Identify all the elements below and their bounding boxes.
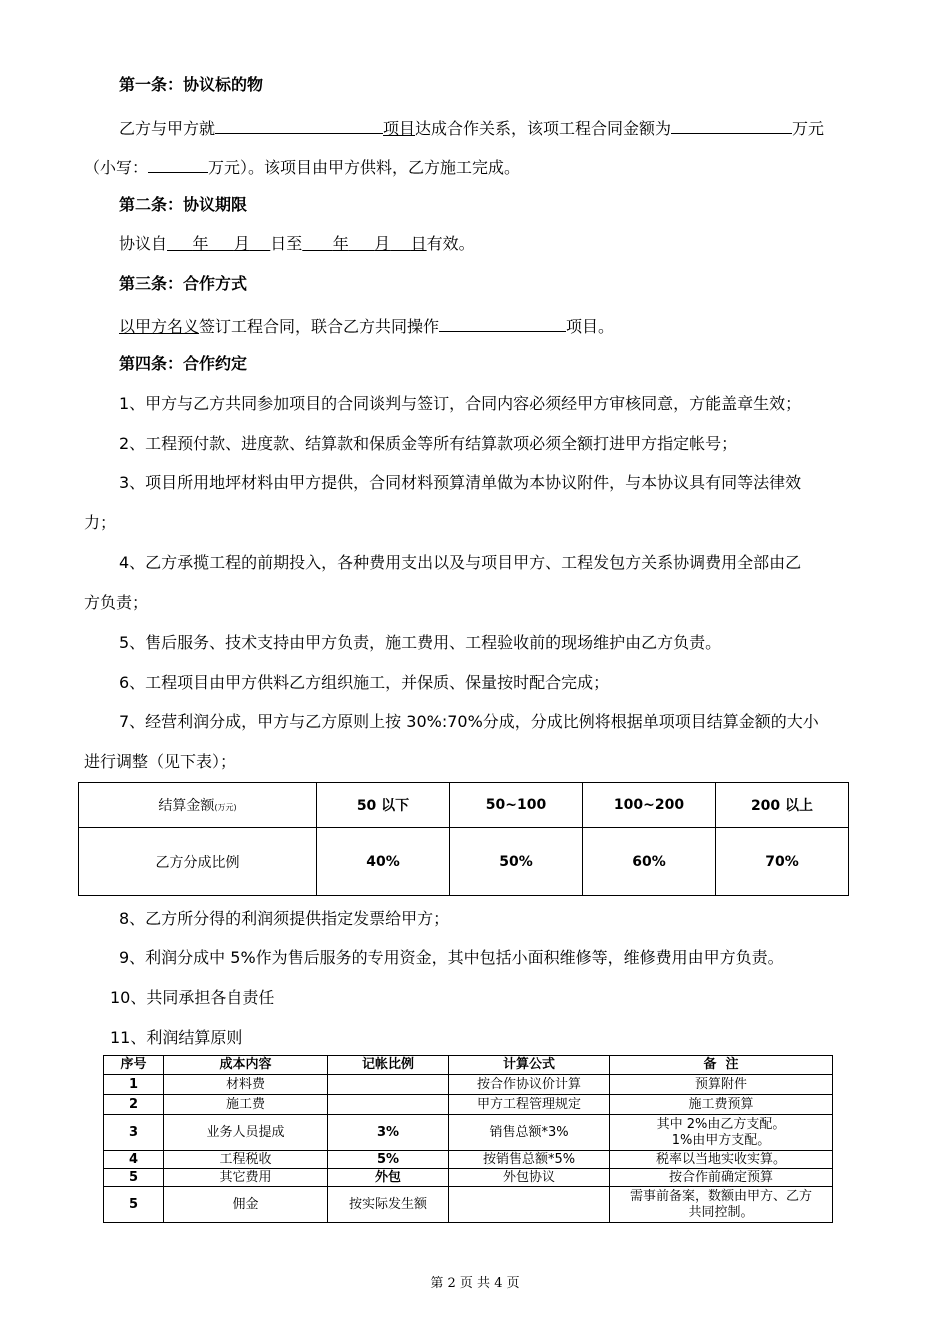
table-cell	[449, 1187, 610, 1223]
table-cell: 按销售总额*5%	[449, 1151, 610, 1169]
article4-item7-line2: 进行调整（见下表）；	[84, 752, 237, 771]
label-text: 结算金额	[158, 798, 215, 814]
table-cell	[610, 1187, 833, 1223]
article2-title: 第二条：协议期限	[119, 195, 248, 214]
note-line: 共同控制。	[688, 1204, 754, 1220]
table-row	[79, 783, 849, 828]
table-cell: 税率以当地实收实算。	[610, 1151, 833, 1169]
table-cell: 4	[104, 1151, 164, 1169]
article1-text-e: （小写：	[84, 158, 149, 177]
article3-text-b: 签订工程合同，联合乙方共同操作	[199, 317, 440, 336]
table-row	[104, 1169, 833, 1187]
header-cell: 成本内容	[164, 1056, 328, 1075]
article4-item3-line2: 力；	[84, 513, 117, 532]
article1-text-c: 达成合作关系，该项工程合同金额为	[415, 119, 672, 138]
table-cell: 100~200	[583, 783, 716, 828]
settlement-amount-label	[79, 783, 317, 828]
table-cell	[610, 1115, 833, 1151]
article4-item5: 5、售后服务、技术支持由甲方负责，施工费用、工程验收前的现场维护由乙方负责。	[119, 633, 722, 652]
start-day-to: 日至	[270, 234, 303, 253]
table-cell: 业务人员提成	[164, 1115, 328, 1151]
article4-title: 第四条：合作约定	[119, 354, 248, 373]
table-cell: 5%	[328, 1151, 449, 1169]
article4-item6: 6、工程项目由甲方供料乙方组织施工，并保质、保量按时配合完成；	[119, 673, 610, 692]
table-cell: 其它费用	[164, 1169, 328, 1187]
table-cell: 40%	[317, 828, 450, 896]
table-row	[104, 1095, 833, 1115]
header-cell: 备 注	[610, 1056, 833, 1075]
table-cell: 70%	[716, 828, 849, 896]
table-row	[79, 828, 849, 896]
table-cell: 工程税收	[164, 1151, 328, 1169]
article1-text-d: 万元	[792, 119, 825, 138]
table-cell	[328, 1095, 449, 1115]
article4-item1: 1、甲方与乙方共同参加项目的合同谈判与签订，合同内容必须经甲方审核同意，方能盖章生效；	[119, 394, 802, 413]
end-month: 月	[374, 234, 391, 253]
table-cell	[328, 1075, 449, 1095]
table-cell: 按合作前确定预算	[610, 1169, 833, 1187]
article1-line2	[84, 154, 520, 179]
header-cell: 计算公式	[449, 1056, 610, 1075]
article3-title: 第三条：合作方式	[119, 274, 248, 293]
table-cell: 销售总额*3%	[449, 1115, 610, 1151]
table-cell: 1	[104, 1075, 164, 1095]
article1-text-a: 乙方与甲方就	[119, 119, 216, 138]
article4-item11: 11、利润结算原则	[110, 1028, 243, 1047]
amount-lower-blank[interactable]	[148, 154, 208, 173]
start-month: 月	[233, 234, 250, 253]
table-cell: 外包	[328, 1169, 449, 1187]
article4-item9: 9、利润分成中 5%作为售后服务的专用资金，其中包括小面积维修等，维修费用由甲方负责。	[119, 948, 784, 967]
article4-item7-line1: 7、经营利润分成，甲方与乙方原则上按 30%:70%分成，分成比例将根据单项项目结算金额的大小	[119, 712, 819, 731]
date-end[interactable]	[302, 234, 426, 253]
article3-line	[119, 313, 614, 338]
table-cell: 材料费	[164, 1075, 328, 1095]
table-cell: 60%	[583, 828, 716, 896]
article3-text-a: 以甲方名义	[119, 317, 200, 336]
table-row	[104, 1115, 833, 1151]
table-cell: 按合作协议价计算	[449, 1075, 610, 1095]
article3-text-c: 项目。	[566, 317, 615, 336]
article1-text-f: 万元）。该项目由甲方供料，乙方施工完成。	[208, 158, 521, 177]
table-cell: 2	[104, 1095, 164, 1115]
article4-item4-line2: 方负责；	[84, 593, 149, 612]
article1-title: 第一条：协议标的物	[119, 75, 264, 94]
table-cell: 50%	[450, 828, 583, 896]
table-cell: 施工费	[164, 1095, 328, 1115]
table-cell: 预算附件	[610, 1075, 833, 1095]
table-cell: 200 以上	[716, 783, 849, 828]
note-line: 其中 2%由乙方支配。	[656, 1116, 786, 1132]
article4-item8: 8、乙方所分得的利润须提供指定发票给甲方；	[119, 909, 450, 928]
table-header-row	[104, 1056, 833, 1075]
article1-line1	[119, 115, 824, 140]
table-cell: 50 以下	[317, 783, 450, 828]
start-year: 年	[192, 234, 209, 253]
note-line: 需事前备案，数额由甲方、乙方	[629, 1188, 812, 1204]
table-cell: 施工费预算	[610, 1095, 833, 1115]
project-name-blank[interactable]	[215, 115, 383, 134]
table-cell: 50~100	[450, 783, 583, 828]
table-cell: 按实际发生额	[328, 1187, 449, 1223]
table-cell: 3%	[328, 1115, 449, 1151]
article4-item3-line1: 3、项目所用地坪材料由甲方提供，合同材料预算清单做为本协议附件，与本协议具有同等法律效	[119, 473, 802, 492]
note-line: 1%由甲方支配。	[671, 1132, 771, 1148]
article4-item2: 2、工程预付款、进度款、结算款和保质金等所有结算款项必须全额打进甲方指定帐号；	[119, 434, 738, 453]
table-cell: 甲方工程管理规定	[449, 1095, 610, 1115]
page-footer: 第 2 页 共 4 页	[430, 1276, 520, 1291]
article1-text-b: 项目	[383, 119, 416, 138]
header-cell: 记帐比例	[328, 1056, 449, 1075]
end-day: 日	[410, 234, 427, 253]
article2-line	[119, 233, 475, 255]
article4-item10: 10、共同承担各自责任	[110, 988, 275, 1007]
table-cell: 5	[104, 1187, 164, 1223]
table-cell: 外包协议	[449, 1169, 610, 1187]
article2-suffix: 有效。	[426, 234, 475, 253]
date-start[interactable]	[167, 234, 270, 253]
table-cell: 5	[104, 1169, 164, 1187]
share-ratio-label: 乙方分成比例	[79, 828, 317, 896]
end-year: 年	[332, 234, 349, 253]
table-row	[104, 1151, 833, 1169]
profit-share-table	[78, 782, 849, 896]
amount-blank[interactable]	[671, 115, 792, 134]
table-row	[104, 1187, 833, 1223]
table-row	[104, 1075, 833, 1095]
table-cell: 佣金	[164, 1187, 328, 1223]
header-cell: 序号	[104, 1056, 164, 1075]
article4-item4-line1: 4、乙方承揽工程的前期投入，各种费用支出以及与项目甲方、工程发包方关系协调费用全部由乙	[119, 553, 802, 572]
project-blank[interactable]	[439, 313, 566, 332]
cost-settlement-table	[103, 1055, 833, 1223]
article2-prefix: 协议自	[119, 234, 168, 253]
unit-text: (万元)	[214, 803, 237, 812]
table-cell: 3	[104, 1115, 164, 1151]
